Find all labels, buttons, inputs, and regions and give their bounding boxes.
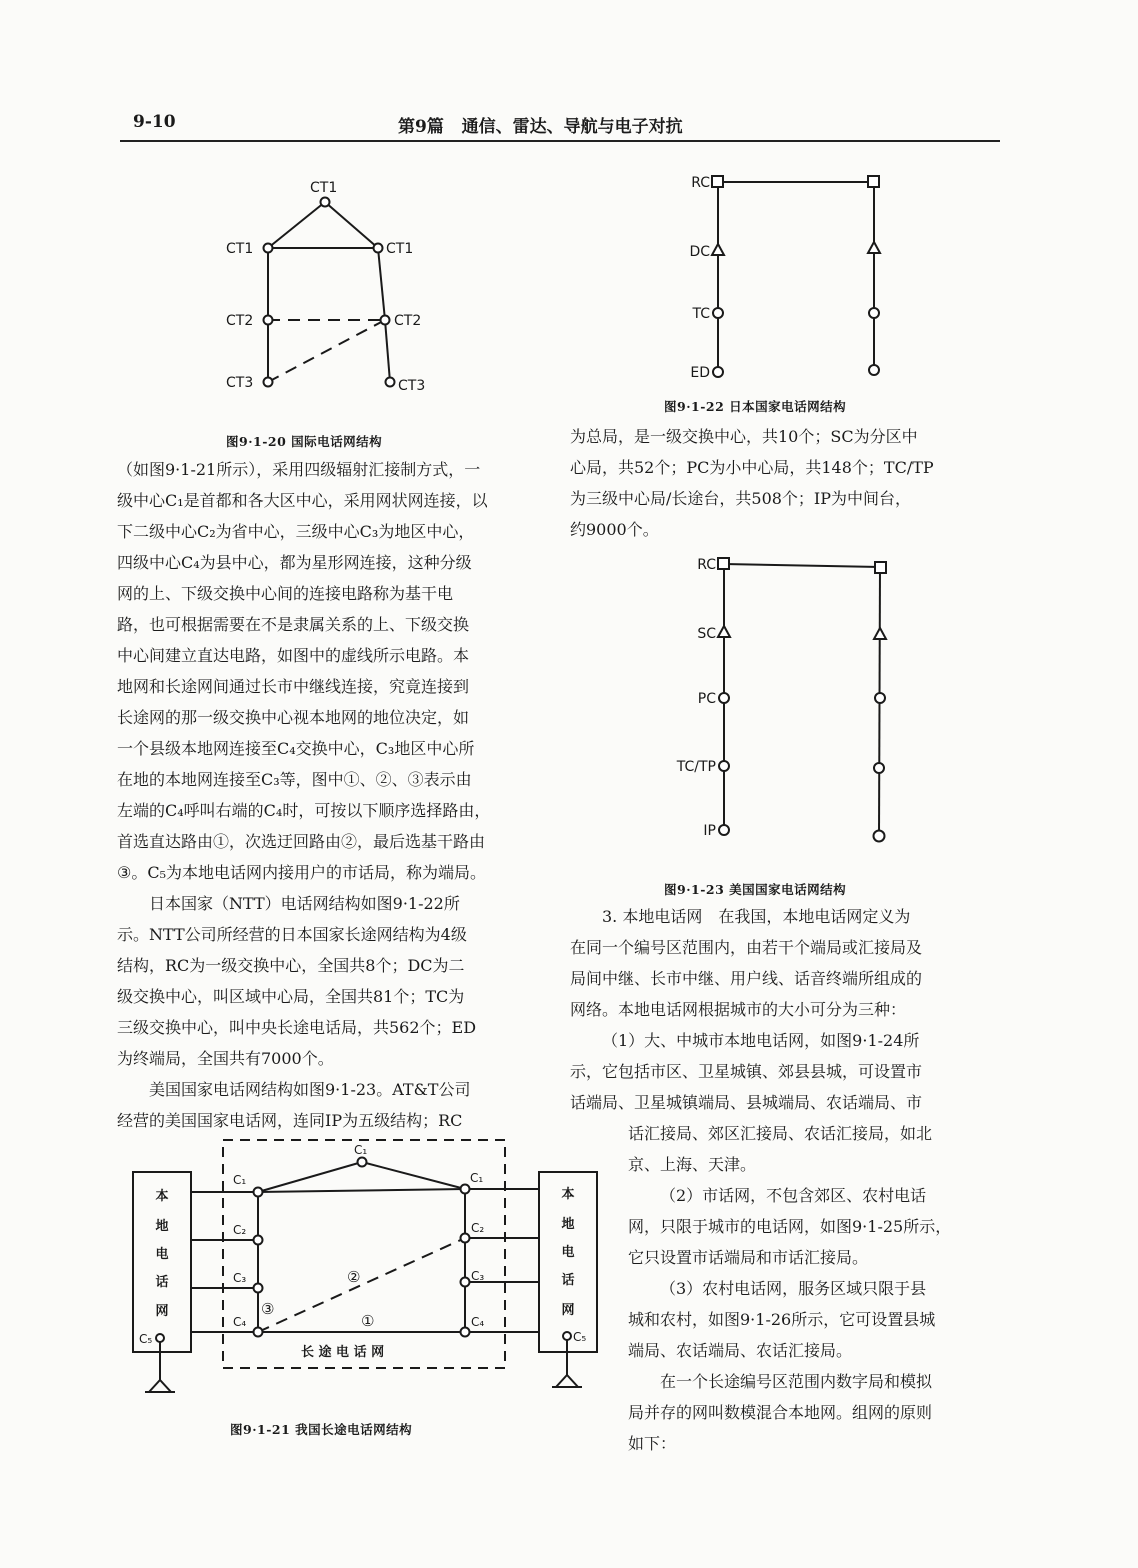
jp-ed-right-node bbox=[869, 365, 879, 375]
jp-level-ed: ED bbox=[690, 365, 710, 381]
text-line: 在一个长途编号区范围内数字局和模拟 bbox=[660, 1372, 933, 1391]
label-ct2-left: CT2 bbox=[226, 313, 254, 329]
jp-level-dc: DC bbox=[689, 244, 710, 260]
node-ct1-top bbox=[321, 198, 330, 207]
text-line: 网，只限于城市的电话网，如图9·1-25所示， bbox=[628, 1217, 952, 1236]
us-ip-right-node bbox=[874, 831, 885, 842]
route-1-label: ① bbox=[361, 1312, 375, 1330]
node-ct2-right bbox=[381, 316, 390, 325]
us-pc-left-node bbox=[719, 693, 729, 703]
label-c2-right: C₂ bbox=[471, 1221, 485, 1235]
node-c5-left bbox=[156, 1334, 164, 1342]
us-tctp-left-node bbox=[719, 761, 729, 771]
label-c2-left: C₂ bbox=[233, 1223, 247, 1237]
us-level-sc: SC bbox=[697, 626, 716, 642]
text-line: 路，也可根据需要在不是隶属关系的上、下级交换 bbox=[117, 615, 470, 634]
text-line: 局间中继、长市中继、用户线、话音终端所组成的 bbox=[570, 969, 923, 988]
right-box-char-5: 网 bbox=[561, 1303, 575, 1318]
text-line: 为终端局，全国共有7000个。 bbox=[117, 1049, 334, 1068]
right-box-char-1: 本 bbox=[561, 1187, 575, 1202]
node-c1-top bbox=[358, 1158, 367, 1167]
node-ct1-left bbox=[264, 244, 273, 253]
route-3-label: ③ bbox=[261, 1300, 275, 1318]
text-line: 长途网的那一级交换中心视本地网的地位决定，如 bbox=[117, 708, 470, 727]
text-line: 在同一个编号区范围内，由若干个端局或汇接局及 bbox=[570, 938, 923, 957]
us-pc-right-node bbox=[875, 693, 885, 703]
text-line: 话端局、卫星城镇端局、县城端局、农话端局、市 bbox=[570, 1093, 923, 1112]
node-c1-right bbox=[461, 1185, 470, 1194]
jp-rc-left-node bbox=[712, 176, 723, 187]
label-c5-left: C₅ bbox=[139, 1332, 153, 1346]
jp-level-rc: RC bbox=[691, 175, 710, 191]
node-c1-left bbox=[254, 1188, 263, 1197]
right-box-char-3: 电 bbox=[561, 1245, 575, 1260]
text-line: （3）农村电话网，服务区域只限于县 bbox=[660, 1279, 927, 1298]
node-ct3-right bbox=[386, 378, 395, 387]
text-line: （1）大、中城市本地电话网，如图9·1-24所 bbox=[602, 1031, 920, 1050]
label-ct3-left: CT3 bbox=[226, 375, 254, 391]
fig-9-1-22-caption: 图9·1-22 日本国家电话网结构 bbox=[664, 399, 847, 414]
jp-level-tc: TC bbox=[692, 306, 710, 322]
section-title: 第9篇 通信、雷达、导航与电子对抗 bbox=[398, 117, 683, 137]
text-line: 级中心C₁是首都和各大区中心，采用网状网连接，以 bbox=[117, 491, 488, 510]
label-ct3-right: CT3 bbox=[398, 378, 426, 394]
us-level-ip: IP bbox=[703, 823, 716, 839]
text-line: 为总局，是一级交换中心，共10个；SC为分区中 bbox=[570, 427, 918, 446]
us-tctp-right-node bbox=[874, 763, 884, 773]
fig-9-1-23-diagram bbox=[650, 550, 910, 850]
us-sc-left-node bbox=[718, 626, 730, 637]
us-level-tctp: TC/TP bbox=[676, 759, 716, 775]
node-c3-right bbox=[461, 1278, 470, 1287]
text-line: 结构，RC为一级交换中心，全国共8个；DC为二 bbox=[117, 956, 465, 975]
text-line: 示。NTT公司所经营的日本国家长途网结构为4级 bbox=[117, 925, 467, 944]
label-c1-right: C₁ bbox=[470, 1171, 484, 1185]
left-box-char-5: 网 bbox=[155, 1304, 169, 1319]
node-c4-right bbox=[461, 1328, 470, 1337]
label-c4-left: C₄ bbox=[233, 1315, 247, 1329]
page-number: 9-10 bbox=[133, 112, 176, 132]
text-line: 美国国家电话网结构如图9·1-23。AT&T公司 bbox=[149, 1080, 471, 1099]
us-ip-left-node bbox=[719, 825, 729, 835]
us-sc-right-node bbox=[874, 628, 886, 639]
fig-9-1-23-caption: 图9·1-23 美国国家电话网结构 bbox=[664, 882, 847, 897]
long-distance-network-label: 长 途 电 话 网 bbox=[301, 1345, 385, 1360]
text-line: 京、上海、天津。 bbox=[628, 1155, 757, 1174]
text-line: 如下： bbox=[628, 1434, 677, 1453]
text-line: 网络。本地电话网根据城市的大小可分为三种： bbox=[570, 1000, 907, 1019]
node-ct2-left bbox=[264, 316, 273, 325]
route-2-label: ② bbox=[347, 1268, 361, 1286]
label-c3-left: C₃ bbox=[233, 1271, 247, 1285]
jp-rc-right-node bbox=[868, 176, 879, 187]
text-line: 话汇接局、郊区汇接局、农话汇接局，如北 bbox=[628, 1124, 933, 1143]
text-line: 下二级中心C₂为省中心，三级中心C₃为地区中心， bbox=[117, 522, 475, 541]
text-line: 经营的美国国家电话网，连同IP为五级结构；RC bbox=[117, 1111, 463, 1130]
text-line: 约9000个。 bbox=[570, 520, 659, 539]
jp-tc-left-node bbox=[713, 308, 723, 318]
label-ct1-right: CT1 bbox=[386, 241, 414, 257]
text-line: 端局、农话端局、农话汇接局。 bbox=[628, 1341, 853, 1360]
text-line: 一个县级本地网连接至C₄交换中心，C₃地区中心所 bbox=[117, 739, 475, 758]
text-line: 日本国家（NTT）电话网结构如图9·1-22所 bbox=[149, 894, 460, 913]
text-line: ③。C₅为本地电话网内接用户的市话局，称为端局。 bbox=[117, 863, 487, 882]
label-ct2-right: CT2 bbox=[394, 313, 422, 329]
text-line: 中心间建立直达电路，如图中的虚线所示电路。本 bbox=[117, 646, 470, 665]
node-c4-left bbox=[254, 1328, 263, 1337]
right-para-2 bbox=[570, 901, 990, 1118]
node-ct3-left bbox=[264, 378, 273, 387]
text-line: 局并存的网叫数模混合本地网。组网的原则 bbox=[628, 1403, 933, 1422]
label-ct1-left: CT1 bbox=[226, 241, 254, 257]
node-c2-left bbox=[254, 1236, 263, 1245]
right-box-char-4: 话 bbox=[561, 1273, 575, 1288]
text-line: 为三级中心局/长途台，共508个；IP为中间台， bbox=[570, 489, 912, 508]
header-rule bbox=[120, 140, 1000, 142]
us-level-pc: PC bbox=[697, 691, 716, 707]
text-line: 城和农村，如图9·1-26所示，它可设置县城 bbox=[628, 1310, 936, 1329]
text-line: 心局，共52个；PC为小中心局，共148个；TC/TP bbox=[570, 458, 934, 477]
text-line: 首选直达路由①，次选迂回路由②，最后选基干路由 bbox=[117, 832, 486, 851]
left-box-char-2: 地 bbox=[155, 1219, 169, 1234]
jp-ed-left-node bbox=[713, 367, 723, 377]
jp-dc-left-node bbox=[712, 244, 724, 255]
fig-9-1-21-caption: 图9·1-21 我国长途电话网结构 bbox=[230, 1422, 413, 1437]
left-para-1 bbox=[117, 454, 537, 1136]
node-ct1-right bbox=[374, 244, 383, 253]
node-c3-left bbox=[254, 1284, 263, 1293]
jp-tc-right-node bbox=[869, 308, 879, 318]
text-line: 地网和长途网间通过长市中继线连接，究竟连接到 bbox=[117, 677, 470, 696]
fig-9-1-22-diagram bbox=[670, 168, 910, 388]
label-c3-right: C₃ bbox=[471, 1269, 485, 1283]
text-line: 网的上、下级交换中心间的连接电路称为基干电 bbox=[117, 584, 454, 603]
left-box-char-1: 本 bbox=[155, 1189, 169, 1204]
left-box-char-4: 话 bbox=[155, 1275, 169, 1290]
text-line: 示，它包括市区、卫星城镇、郊县县城，可设置市 bbox=[570, 1062, 923, 1081]
us-level-rc: RC bbox=[697, 557, 716, 573]
left-box-char-3: 电 bbox=[155, 1247, 169, 1262]
label-c4-right: C₄ bbox=[471, 1315, 485, 1329]
right-para-3 bbox=[628, 1118, 990, 1459]
us-rc-left-node bbox=[718, 558, 729, 569]
fig-9-1-20-caption: 图9·1-20 国际电话网结构 bbox=[226, 434, 383, 449]
label-ct1-top: CT1 bbox=[310, 180, 338, 196]
text-line: 三级交换中心，叫中央长途电话局，共562个；ED bbox=[117, 1018, 477, 1037]
fig-9-1-20-diagram bbox=[200, 170, 460, 410]
text-line: 左端的C₄呼叫右端的C₄时，可按以下顺序选择路由， bbox=[117, 801, 491, 820]
node-c5-right bbox=[563, 1332, 571, 1340]
text-line: 它只设置市话端局和市话汇接局。 bbox=[628, 1248, 869, 1267]
right-para-1 bbox=[570, 421, 990, 545]
jp-dc-right-node bbox=[868, 242, 880, 253]
text-line: （2）市话网，不包含郊区、农村电话 bbox=[660, 1186, 927, 1205]
label-c5-right: C₅ bbox=[573, 1330, 587, 1344]
fig-9-1-21-diagram bbox=[125, 1130, 595, 1400]
us-rc-right-node bbox=[875, 562, 886, 573]
right-box-char-2: 地 bbox=[561, 1217, 575, 1232]
label-c1-top: C₁ bbox=[354, 1143, 368, 1157]
text-line: 3. 本地电话网 在我国，本地电话网定义为 bbox=[602, 907, 911, 926]
text-line: （如图9·1-21所示），采用四级辐射汇接制方式，一 bbox=[117, 460, 481, 479]
label-c1-left: C₁ bbox=[233, 1173, 247, 1187]
text-line: 级交换中心，叫区域中心局，全国共81个；TC为 bbox=[117, 987, 465, 1006]
text-line: 四级中心C₄为县中心，都为星形网连接，这种分级 bbox=[117, 553, 472, 572]
node-c2-right bbox=[461, 1234, 470, 1243]
text-line: 在地的本地网连接至C₃等，图中①、②、③表示由 bbox=[117, 770, 472, 789]
